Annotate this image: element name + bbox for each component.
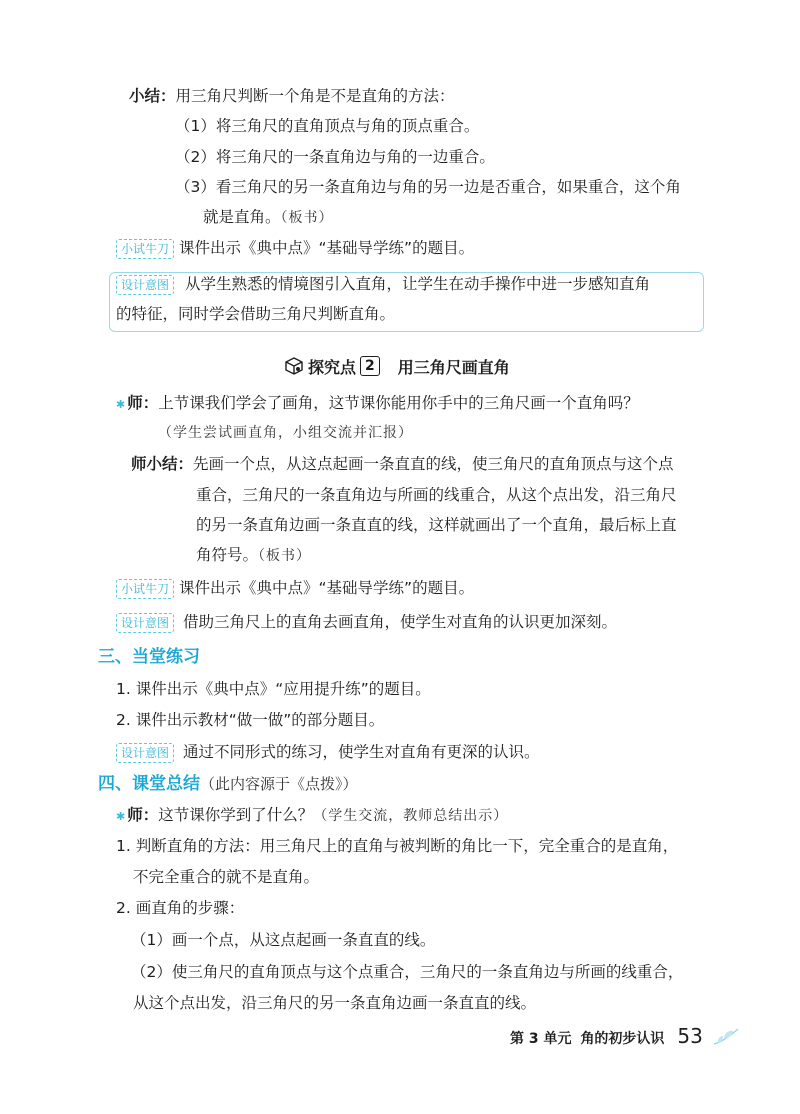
summary-block (129, 84, 455, 108)
try-text-2: 课件出示《典中点》“基础导学练”的题目。 (179, 579, 475, 597)
section-4-title: 四、课堂总结 (98, 774, 200, 794)
teacher-summary-line1: 先画一个点，从这点起画一条直直的线，使三角尺的直角顶点与这个点 (193, 455, 674, 473)
board-note-2: （板书） (258, 548, 312, 564)
teacher-summary-label: 师小结： (131, 455, 194, 473)
explore-label: 探究点 (308, 357, 357, 377)
section-4-heading (98, 772, 358, 796)
design-text-3: 通过不同形式的练习，使学生对直角有更深的认识。 (183, 743, 540, 761)
section-3-item-1: 1. 课件出示《典中点》“应用提升练”的题目。 (116, 680, 431, 698)
summary-step-3-text: 就是直角。 (203, 208, 281, 226)
cube-icon (284, 356, 304, 376)
design-tag-3: 设计意图 (116, 743, 174, 763)
section-4-sub-2-line1: （2）使三角尺的直角顶点与这个点重合，三角尺的一条直角边与所画的线重合， (131, 963, 684, 981)
section-4-item-2: 2. 画直角的步骤： (116, 899, 245, 917)
section-4-item-1-line2: 不完全重合的就不是直角。 (133, 868, 320, 886)
design-text-line2: 的特征，同时学会借助三角尺判断直角。 (116, 305, 396, 323)
try-row-2 (116, 576, 474, 600)
teacher-row-1 (116, 391, 639, 417)
try-tag: 小试牛刀 (116, 239, 174, 259)
page-footer (510, 1024, 703, 1051)
design-tag-2: 设计意图 (116, 613, 174, 633)
explore-heading (284, 354, 510, 378)
section-4-sub-2-line2: 从这个点出发，沿三角尺的另一条直角边画一条直直的线。 (133, 994, 537, 1012)
section-3-item-2: 2. 课件出示教材“做一做”的部分题目。 (116, 711, 385, 729)
summary-step-2: （2）将三角尺的一条直角边与角的一边重合。 (175, 148, 495, 166)
page-number: 53 (677, 1024, 703, 1048)
design-tag: 设计意图 (116, 275, 174, 295)
summary-step-3-line2 (203, 205, 334, 230)
design-row-3 (116, 740, 540, 764)
teacher-text-2: 这节课你学到了什么？ (158, 806, 314, 824)
explore-title: 用三角尺画直角 (397, 357, 510, 377)
teacher-text: 上节课我们学会了画角，这节课你能用你手中的三角尺画一个直角吗？ (158, 394, 639, 412)
star-icon-2: ✱ (116, 810, 126, 823)
summary-step-1: （1）将三角尺的直角顶点与角的顶点重合。 (175, 117, 480, 135)
teacher-paren: （学生交流，教师总结出示） (313, 808, 509, 824)
section-3-title: 三、当堂练习 (98, 647, 200, 667)
teacher-summary-line2: 重合，三角尺的一条直角边与所画的线重合，从这个点出发，沿三角尺 (196, 486, 677, 504)
summary-step-3-line1: （3）看三角尺的另一条直角边与角的另一边是否重合，如果重合，这个角 (175, 178, 681, 196)
explore-number: 2 (360, 356, 380, 376)
teacher-summary-line3: 的另一条直角边画一条直直的线，这样就画出了一个直角，最后标上直 (196, 516, 677, 534)
section-4-note: （此内容源于《点拨》） (200, 775, 358, 793)
design-text-2: 借助三角尺上的直角去画直角，使学生对直角的认识更加深刻。 (183, 613, 618, 631)
teacher-row-2 (116, 803, 508, 829)
section-4-item-1-line1: 1. 判断直角的方法：用三角尺上的直角与被判断的角比一下，完全重合的是直角， (116, 837, 679, 855)
teacher-label: 师： (127, 394, 159, 412)
leaf-ornament-icon (712, 1026, 742, 1048)
footer-unit: 第 3 单元 (510, 1031, 572, 1047)
student-activity: （学生尝试画直角，小组交流并汇报） (158, 425, 413, 441)
design-row-1 (116, 272, 650, 296)
board-note: （板书） (280, 210, 334, 226)
summary-text: 用三角尺判断一个角是不是直角的方法： (175, 87, 455, 105)
footer-title: 角的初步认识 (580, 1031, 665, 1047)
teacher-summary-line4: 角符号。 (196, 546, 259, 564)
star-icon: ✱ (116, 398, 126, 411)
summary-label: 小结： (129, 87, 176, 105)
design-text-line1: 从学生熟悉的情境图引入直角，让学生在动手操作中进一步感知直角 (185, 275, 651, 293)
try-tag-2: 小试牛刀 (116, 579, 174, 599)
design-row-2 (116, 610, 617, 634)
section-4-sub-1: （1）画一个点，从这点起画一条直直的线。 (131, 931, 436, 949)
teacher-summary-line4-row (196, 543, 311, 568)
try-text: 课件出示《典中点》“基础导学练”的题目。 (179, 239, 475, 257)
teacher-label-2: 师： (127, 806, 159, 824)
try-row-1 (116, 236, 474, 260)
teacher-summary-row (131, 452, 674, 476)
